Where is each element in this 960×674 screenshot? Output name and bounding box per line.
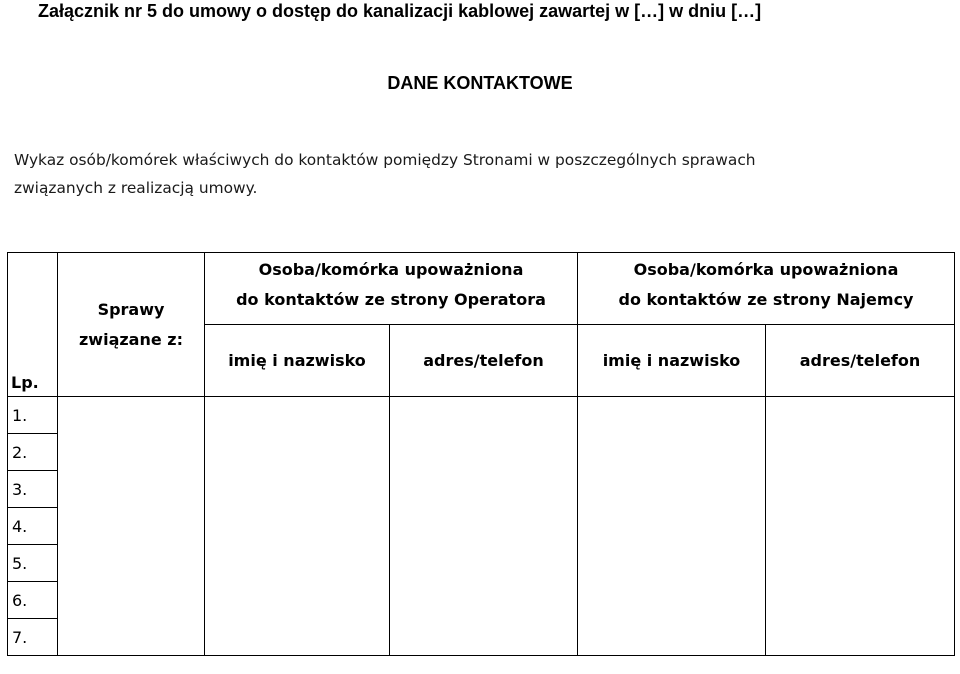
cell-address-najemca [766, 397, 955, 656]
header-najemca-line1: Osoba/komórka upoważniona [633, 260, 899, 279]
row-number: 6. [8, 582, 58, 619]
cell-address-operator [390, 397, 578, 656]
row-number: 5. [8, 545, 58, 582]
section-heading: DANE KONTAKTOWE [387, 73, 573, 93]
header-lp: Lp. [8, 253, 58, 397]
header-row-main [8, 253, 955, 325]
intro-line-2: związanych z realizacją umowy. [14, 179, 258, 197]
header-name-najemca: imię i nazwisko [578, 325, 766, 397]
header-sprawy-line1: Sprawy [97, 299, 165, 319]
row-number: 7. [8, 619, 58, 656]
header-sprawy-line2: związane z: [78, 329, 183, 349]
header-group-najemca [578, 253, 955, 325]
intro-paragraph [14, 146, 944, 202]
intro-line-1: Wykaz osób/komórek właściwych do kontaktów pomiędzy Stronami w poszczególnych sprawach [14, 151, 756, 169]
document-title: Załącznik nr 5 do umowy o dostęp do kanalizacji kablowej zawartej w […] w dniu […] [38, 1, 762, 21]
row-number: 3. [8, 471, 58, 508]
header-sprawy [58, 253, 205, 397]
row-number: 2. [8, 434, 58, 471]
cell-sprawy [58, 397, 205, 656]
header-najemca-line2: do kontaktów ze strony Najemcy [618, 290, 914, 309]
table-row [8, 397, 955, 434]
header-operator-line2: do kontaktów ze strony Operatora [236, 290, 546, 309]
row-number: 1. [8, 397, 58, 434]
contacts-table [7, 252, 955, 656]
row-number: 4. [8, 508, 58, 545]
cell-name-operator [205, 397, 390, 656]
header-address-operator: adres/telefon [390, 325, 578, 397]
header-name-operator: imię i nazwisko [205, 325, 390, 397]
cell-name-najemca [578, 397, 766, 656]
header-group-operator [205, 253, 578, 325]
header-operator-line1: Osoba/komórka upoważniona [258, 260, 524, 279]
header-address-najemca: adres/telefon [766, 325, 955, 397]
